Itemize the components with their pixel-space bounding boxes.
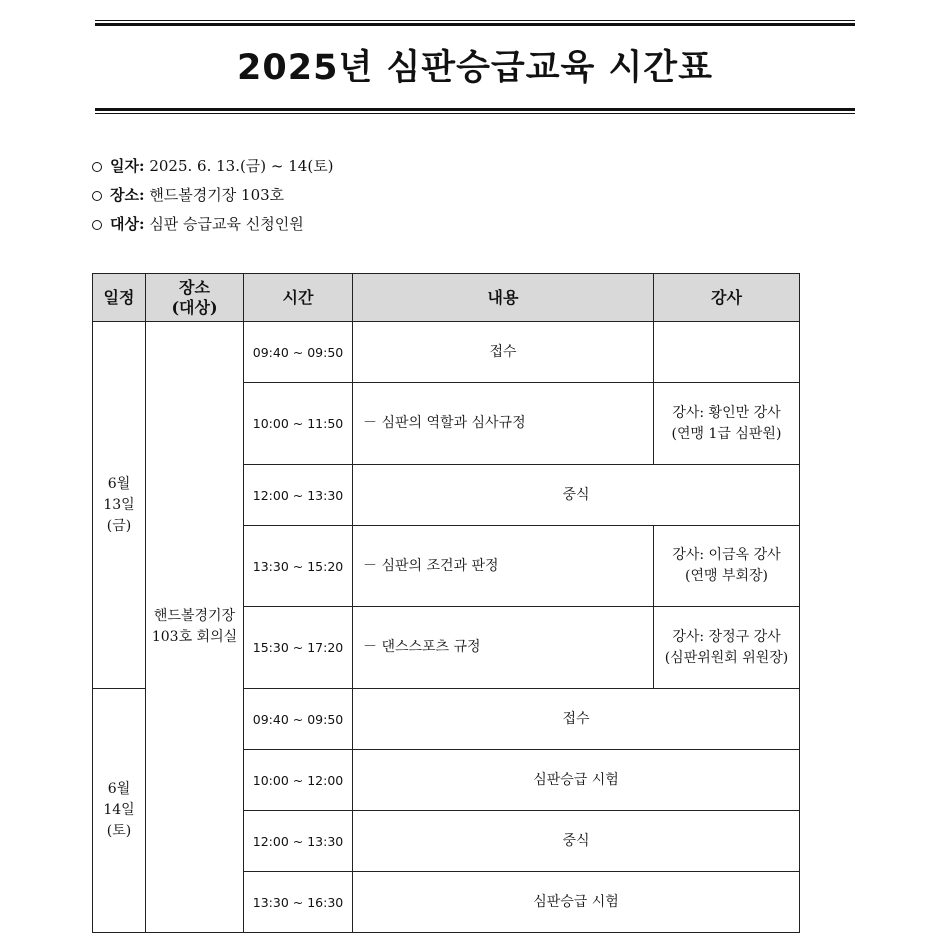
time-cell: 13:30 ~ 15:20 [244, 526, 353, 607]
title-rule-top-thin [95, 20, 855, 21]
time-cell: 13:30 ~ 16:30 [244, 872, 353, 933]
page-title: 2025년 심판승급교육 시간표 [237, 48, 713, 88]
info-date-label: 일자: [110, 157, 145, 175]
day1-cell: 6월 13일 (금) [93, 322, 146, 689]
time-cell: 10:00 ~ 11:50 [244, 383, 353, 465]
place-cell: 핸드볼경기장 103호 회의실 [146, 322, 244, 933]
instructor-cell: 강사: 황인만 강사 (연맹 1급 심판원) [654, 383, 800, 465]
content-cell: 중식 [353, 811, 800, 872]
content-cell: 접수 [353, 689, 800, 750]
title-rule-bottom-thick [95, 108, 855, 111]
info-date-value: 2025. 6. 13.(금) ~ 14(토) [149, 157, 334, 175]
content-cell: － 심판의 역할과 심사규정 [353, 383, 654, 465]
day2-cell: 6월 14일 (토) [93, 689, 146, 933]
schedule-table [92, 273, 800, 933]
content-cell: － 댄스스포츠 규정 [353, 607, 654, 689]
table-row [93, 322, 800, 383]
time-cell: 15:30 ~ 17:20 [244, 607, 353, 689]
time-cell: 09:40 ~ 09:50 [244, 322, 353, 383]
info-target [92, 214, 304, 234]
info-target-value: 심판 승급교육 신청인원 [149, 215, 304, 233]
instructor-cell: 강사: 장정구 강사 (심판위원회 위원장) [654, 607, 800, 689]
title-rule-top-thick [95, 23, 855, 26]
content-cell: － 심판의 조건과 판정 [353, 526, 654, 607]
title-rule-bottom-thin [95, 113, 855, 114]
header-schedule: 일정 [93, 274, 146, 322]
info-date [92, 156, 334, 176]
time-cell: 12:00 ~ 13:30 [244, 465, 353, 526]
time-cell: 12:00 ~ 13:30 [244, 811, 353, 872]
header-content: 내용 [353, 274, 654, 322]
content-cell: 심판승급 시험 [353, 872, 800, 933]
circle-bullet-icon [92, 162, 102, 172]
info-target-label: 대상: [110, 215, 145, 233]
header-place: 장소 (대상) [146, 274, 244, 322]
info-place-value: 핸드볼경기장 103호 [149, 186, 285, 204]
time-cell: 10:00 ~ 12:00 [244, 750, 353, 811]
content-cell: 심판승급 시험 [353, 750, 800, 811]
time-cell: 09:40 ~ 09:50 [244, 689, 353, 750]
table-header-row [93, 274, 800, 322]
instructor-cell [654, 322, 800, 383]
info-place-label: 장소: [110, 186, 145, 204]
info-place [92, 185, 284, 205]
circle-bullet-icon [92, 191, 102, 201]
content-cell: 중식 [353, 465, 800, 526]
circle-bullet-icon [92, 220, 102, 230]
header-instructor: 강사 [654, 274, 800, 322]
instructor-cell: 강사: 이금옥 강사 (연맹 부회장) [654, 526, 800, 607]
header-time: 시간 [244, 274, 353, 322]
content-cell: 접수 [353, 322, 654, 383]
